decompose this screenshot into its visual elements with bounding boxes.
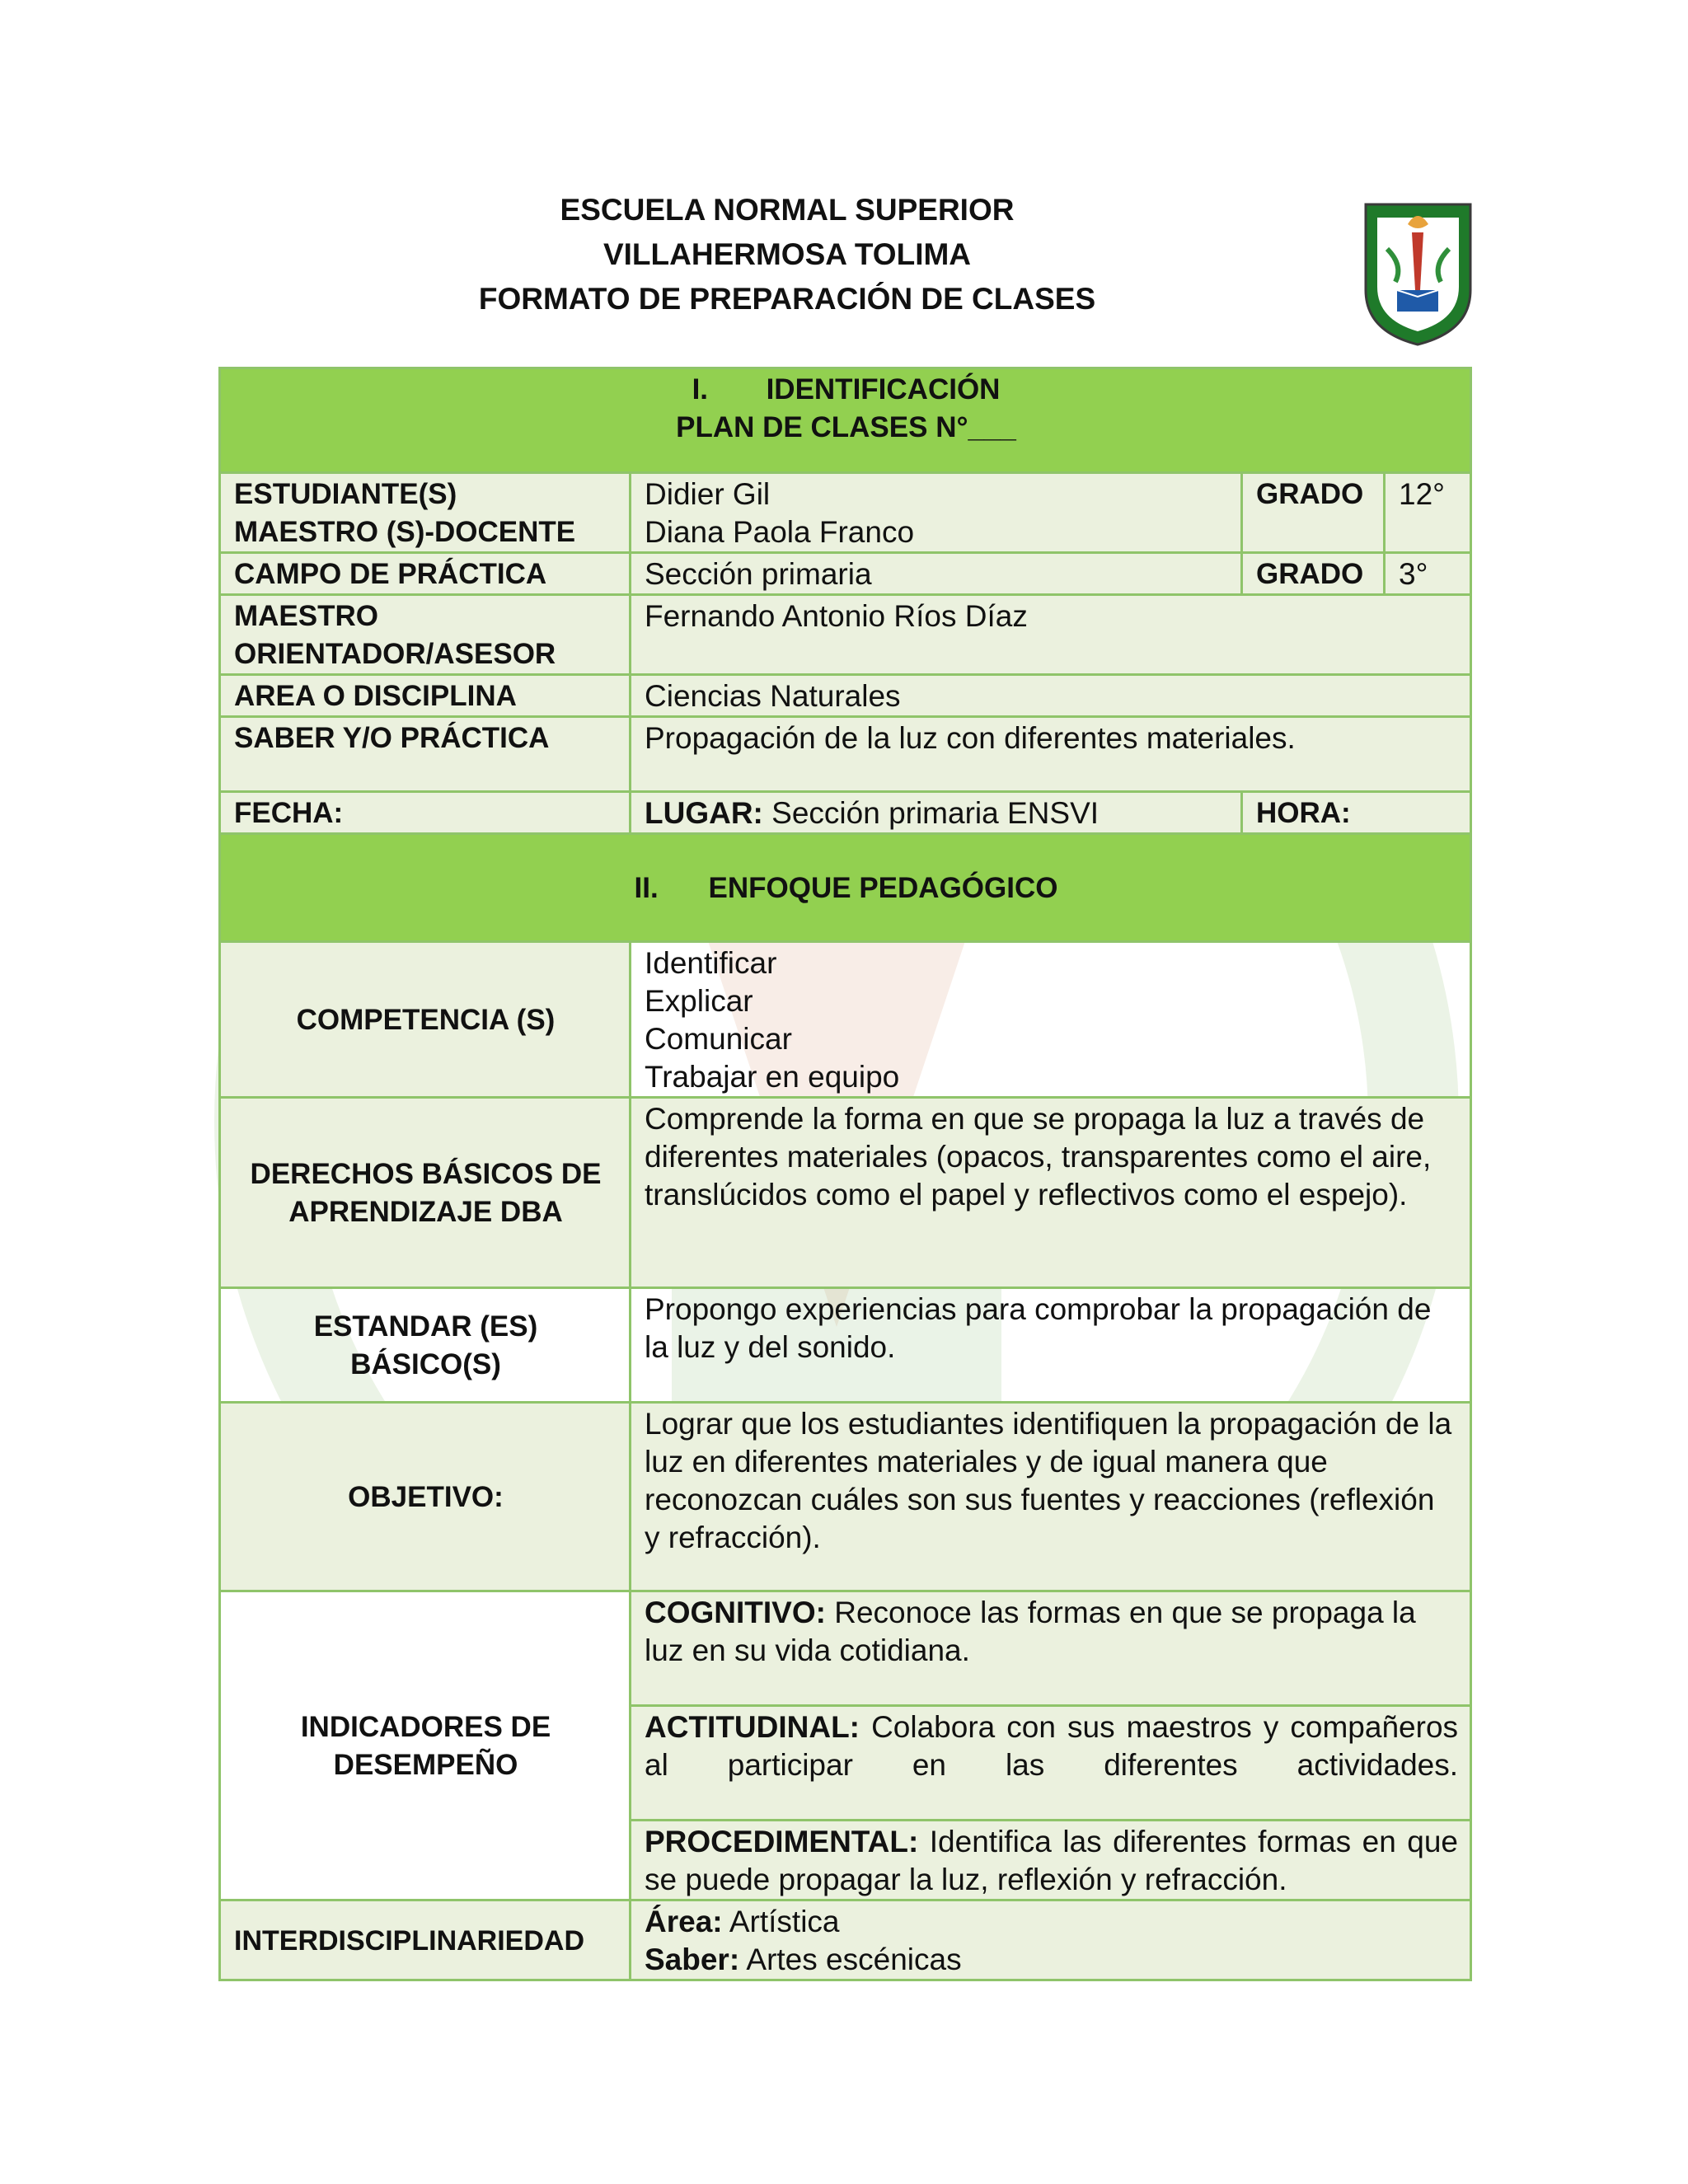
class-plan-table (218, 367, 1472, 1981)
actitudinal-text: Colabora con sus maestros y compañeros al participar en las diferentes actividades. (645, 1710, 1459, 1782)
row-estandar (220, 1288, 1471, 1403)
inter-saber-label: Saber: (645, 1943, 740, 1976)
objetivo-label: OBJETIVO: (220, 1403, 631, 1591)
grade-label-2: GRADO (1242, 553, 1385, 595)
inter-area-value: Artística (729, 1905, 840, 1938)
form-title: FORMATO DE PREPARACIÓN DE CLASES (478, 282, 1096, 316)
area-label: AREA O DISCIPLINA (220, 675, 631, 717)
school-shield-logo (1362, 199, 1474, 348)
lugar-value: Sección primaria ENSVI (771, 796, 1100, 830)
lugar-label: LUGAR: (645, 796, 763, 830)
saber-value: Propagación de la luz con diferentes materiales. (631, 717, 1471, 792)
section-enfoque (220, 834, 1471, 942)
hora-label: HORA: (1242, 792, 1471, 834)
teacher-name: Diana Paola Franco (645, 515, 915, 549)
row-competencia (220, 942, 1471, 1098)
teachers-label: MAESTRO (S)-DOCENTE (234, 516, 576, 548)
competencia-label: COMPETENCIA (S) (220, 942, 631, 1098)
section-number: I. (692, 373, 709, 405)
practice-grade: 3° (1385, 553, 1471, 595)
dba-label-2: APRENDIZAJE DBA (288, 1196, 563, 1228)
fecha-label: FECHA: (220, 792, 631, 834)
row-cognitivo (220, 1591, 1471, 1706)
saber-label: SABER Y/O PRÁCTICA (220, 717, 631, 792)
inter-area-label: Área: (645, 1905, 723, 1938)
advisor-value: Fernando Antonio Ríos Díaz (631, 595, 1471, 675)
row-date (220, 792, 1471, 834)
row-saber (220, 717, 1471, 792)
inter-label: INTERDISCIPLINARIEDAD (220, 1900, 631, 1980)
competencia-item: Trabajar en equipo (645, 1060, 900, 1094)
row-advisor (220, 595, 1471, 675)
procedimental-text: Identifica las diferentes formas en que se puede propagar la luz, reflexión y refracción. (645, 1825, 1459, 1896)
cognitivo-label: COGNITIVO: (645, 1596, 826, 1629)
grade-label: GRADO (1242, 473, 1385, 553)
plan-number: PLAN DE CLASES N°___ (676, 411, 1016, 443)
row-dba (220, 1098, 1471, 1288)
students-label: ESTUDIANTE(S) (234, 478, 457, 510)
actitudinal-label: ACTITUDINAL: (645, 1710, 860, 1744)
row-students (220, 473, 1471, 553)
document-header (0, 188, 1574, 321)
procedimental-label: PROCEDIMENTAL: (645, 1825, 919, 1858)
row-area (220, 675, 1471, 717)
inter-saber-value: Artes escénicas (746, 1943, 962, 1976)
competencia-item: Identificar (645, 946, 777, 980)
section-title-2: ENFOQUE PEDAGÓGICO (708, 872, 1058, 904)
school-location: VILLAHERMOSA TOLIMA (603, 237, 972, 271)
section-identificacion (220, 368, 1471, 473)
cognitivo-text: Reconoce las formas en que se propaga la luz en su vida cotidiana. (645, 1596, 1416, 1667)
objetivo-text: Lograr que los estudiantes identifiquen la propagación de la luz en diferentes materiales y de igual manera que reconozcan cuáles son sus fuentes y reacciones (reflexión y refracción). (631, 1403, 1471, 1591)
area-value: Ciencias Naturales (631, 675, 1471, 717)
practice-label: CAMPO DE PRÁCTICA (220, 553, 631, 595)
section-number-2: II. (634, 872, 659, 904)
section-title: IDENTIFICACIÓN (766, 373, 1001, 405)
row-practice (220, 553, 1471, 595)
school-name: ESCUELA NORMAL SUPERIOR (560, 193, 1015, 227)
row-interdisciplinariedad (220, 1900, 1471, 1980)
estandar-label-2: BÁSICO(S) (350, 1348, 501, 1380)
row-objetivo (220, 1403, 1471, 1591)
estandar-text: Propongo experiencias para comprobar la propagación de la luz y del sonido. (631, 1288, 1471, 1403)
practice-value: Sección primaria (631, 553, 1242, 595)
advisor-label-1: MAESTRO (234, 600, 378, 632)
dba-label-1: DERECHOS BÁSICOS DE (250, 1158, 602, 1190)
estandar-label-1: ESTANDAR (ES) (313, 1310, 538, 1343)
dba-text: Comprende la forma en que se propaga la luz a través de diferentes materiales (opacos, transparentes como el aire, translúcidos como el papel y reflectivos como el espejo). (631, 1098, 1471, 1288)
competencias-list (631, 942, 1471, 1098)
student-grade: 12° (1385, 473, 1471, 553)
competencia-item: Comunicar (645, 1022, 792, 1056)
indicadores-label-1: INDICADORES DE (300, 1711, 551, 1743)
advisor-label-2: ORIENTADOR/ASESOR (234, 638, 556, 670)
competencia-item: Explicar (645, 984, 753, 1018)
indicadores-label-2: DESEMPEÑO (333, 1749, 518, 1781)
student-name: Didier Gil (645, 477, 771, 511)
